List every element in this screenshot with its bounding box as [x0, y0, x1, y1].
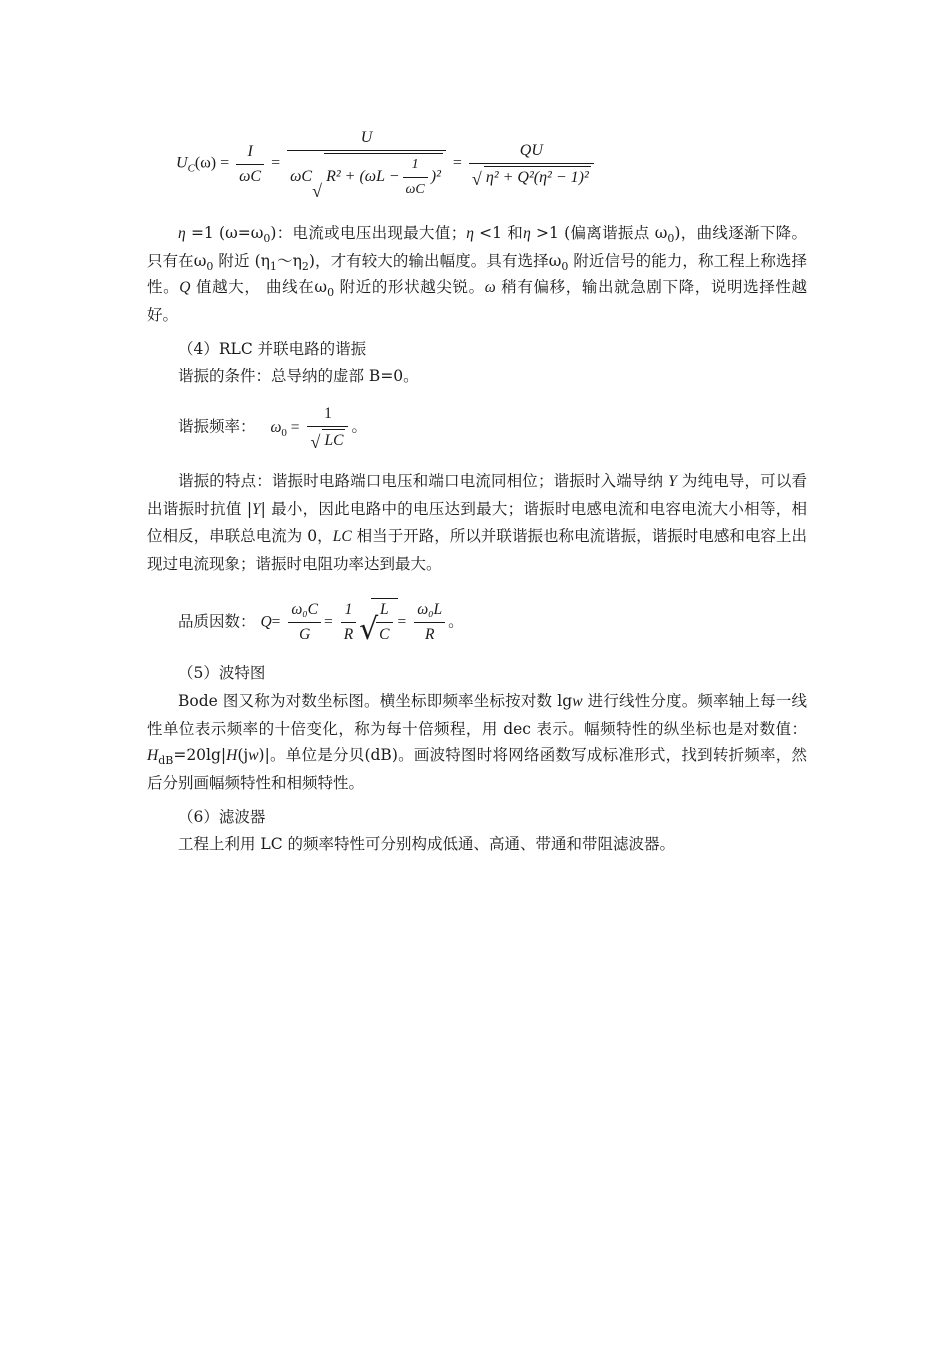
quality-factor-sqrt: √ $\frac{L}{C}$: [359, 598, 397, 645]
formula-uc-inner-num: 1: [403, 155, 428, 178]
formula-uc-sqrt1-post: )²: [430, 168, 441, 186]
resonance-frequency-label: 谐振频率：: [178, 417, 256, 436]
heading-filter: （6）滤波器: [178, 808, 266, 826]
resonance-frequency-omega: ω: [270, 418, 282, 436]
formula-uc-lhs: U: [176, 154, 188, 172]
quality-factor-label: 品质因数：: [178, 612, 256, 631]
formula-uc-eq1: =: [271, 154, 281, 172]
formula-uc-frac2-den-pre: ωC: [290, 168, 313, 186]
paragraph-resonance-curve: η =1 $(\omega=\omega_0)$：电流或电压出现最大值；η <1 和η >1 (偏离谐振点 $\omega_0$)，曲线逐渐下降。只有在$\omega_0$ 附近 $(\eta_1\sim\eta_2)$，才有较大的输出幅度。具有选择$\omega_0$ 附近信号的能力，称工程上称选择性。Q 值越大， 曲线在$\omega_0$ 附近的形状越尖锐。ω 稍有偏移，输出就急剧下降，说明选择性越好。: [147, 224, 807, 324]
resonance-condition: 谐振的条件：总导纳的虚部 B=0。: [178, 367, 419, 385]
formula-uc-frac2-den: [287, 151, 446, 200]
paragraph-resonance-features: 谐振的特点：谐振时电路端口电压和端口电流同相位；谐振时入端导纳 Y 为纯电导，可以看出谐振时抗值 |Y| 最小，因此电路中的电压达到最大；谐振时电感电流和电容电流大小相等，相位相反，串联总电流为 0，LC 相当于开路，所以并联谐振也称电流谐振，谐振时电感和电容上出现过电流现象；谐振时电阻功率达到最大。: [147, 472, 807, 573]
formula-uc-lhs-sub: C: [187, 162, 195, 175]
heading-bode: （5）波特图: [178, 664, 266, 682]
formula-uc-inner-frac: [403, 155, 428, 200]
formula-uc-frac1: [236, 142, 264, 187]
quality-factor-q: Q: [260, 613, 272, 631]
quality-factor-frac4: $\frac{\text{ω₀L}}{R}$: [414, 600, 445, 645]
formula-uc-frac3-num: QU: [469, 141, 594, 164]
formula-uc-sqrt2: √ η² + Q²(η² − 1)²: [472, 166, 591, 188]
formula-uc-eq2: =: [452, 154, 462, 172]
formula-uc-lhs-arg: (ω) =: [194, 154, 230, 172]
formula-uc-frac1-den: ωC: [239, 167, 262, 185]
formula-uc-frac1-num: I: [236, 142, 264, 165]
paragraph-filter: 工程上利用 LC 的频率特性可分别构成低通、高通、带通和带阻滤波器。: [178, 835, 676, 853]
resonance-frequency: 谐振频率： $\omega_0$ = 1 √ LC 。: [178, 405, 367, 452]
formula-uc-sqrt1: √ R² + (ωL − $\frac{1}{\omega C}$ )²: [312, 153, 443, 200]
formula-uc-frac3: [469, 141, 594, 188]
quality-factor: 品质因数： Q= $\frac{\text{ω₀C}}{G}$ = $\frac{1}{R}$ √ $\frac{L}{C}$ = $\frac{\text{ω₀L}}{R}$ 。: [178, 598, 464, 645]
formula-uc-sqrt1-rad: R² + (ωL −: [326, 168, 400, 186]
quality-factor-frac2: $\frac{1}{R}$: [341, 600, 356, 645]
formula-uc-sqrt2-rad: η² + Q²(η² − 1)²: [484, 166, 591, 188]
paragraph-bode: Bode 图又称为对数坐标图。横坐标即频率坐标按对数 lgw 进行线性分度。频率轴上每一线性单位表示频率的十倍变化，称为每十倍频程，用 dec 表示。幅频特性的纵坐标也是对数值：$H_{dB}=20\lg|H(jw)|$。单位是分贝(dB)。画波特图时将网络函数写成标准形式，找到转折频率，然后分别画幅频特性和相频特性。: [147, 692, 807, 792]
quality-factor-frac1: $\frac{\text{ω₀C}}{G}$: [288, 600, 321, 645]
formula-uc-frac2-num: U: [287, 128, 446, 151]
heading-rlc-parallel: （4）RLC 并联电路的谐振: [178, 340, 367, 358]
resonance-frequency-frac: 1 √ LC: [307, 404, 348, 451]
formula-uc-frac2: [287, 128, 446, 200]
formula-uc: [176, 128, 597, 200]
formula-uc-inner-den: ωC: [405, 182, 425, 197]
